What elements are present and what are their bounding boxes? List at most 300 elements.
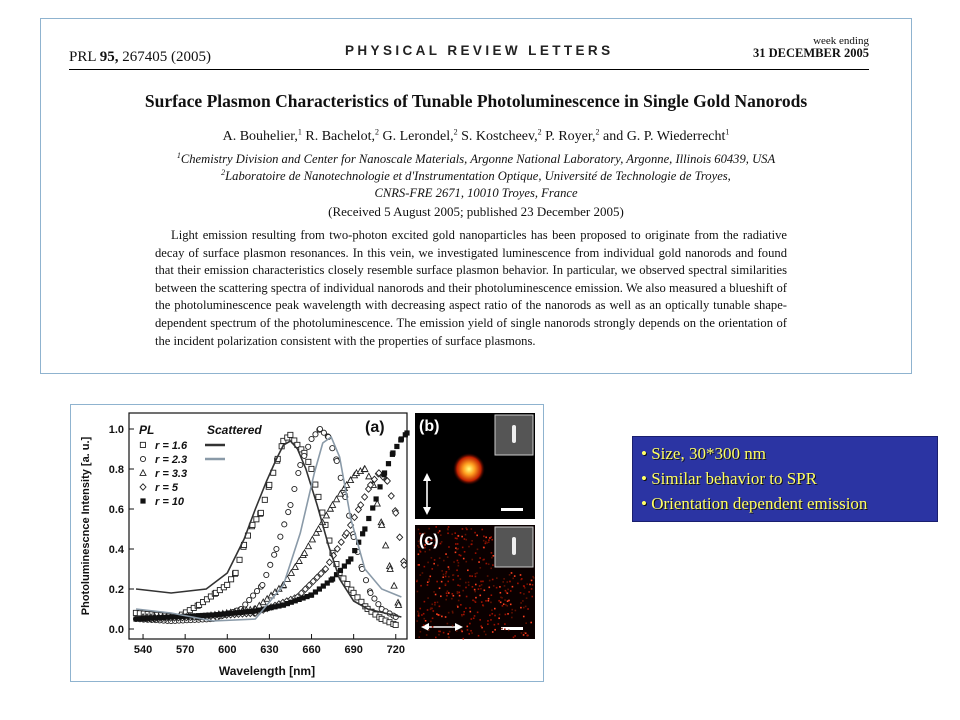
speckle: [461, 631, 463, 633]
speckle: [468, 582, 470, 584]
speckle: [452, 612, 454, 614]
bullet-item: • Size, 30*300 nm: [641, 444, 766, 463]
speckle: [483, 536, 485, 538]
speckle: [490, 568, 492, 570]
speckle: [475, 552, 477, 554]
speckle: [465, 534, 467, 536]
figure-svg: [71, 405, 544, 682]
data-point: [247, 597, 252, 602]
speckle: [423, 613, 425, 615]
data-point: [363, 578, 368, 583]
speckle: [483, 547, 485, 549]
speckle: [527, 608, 529, 610]
speckle: [501, 628, 503, 630]
speckle: [438, 614, 440, 616]
speckle: [491, 539, 493, 541]
speckle: [488, 541, 490, 543]
speckle: [491, 552, 493, 554]
legend-label: r = 2.3: [155, 454, 188, 466]
speckle: [435, 637, 437, 639]
affiliations: [41, 151, 911, 202]
speckle: [493, 555, 495, 557]
speckle: [435, 594, 437, 596]
affil-mark: 1: [176, 150, 181, 160]
speckle: [432, 610, 434, 612]
speckle: [504, 628, 506, 630]
speckle: [489, 615, 491, 617]
speckle: [507, 600, 509, 602]
speckle: [490, 619, 492, 621]
speckle: [429, 549, 431, 551]
data-point: [313, 432, 318, 437]
speckle: [440, 595, 442, 597]
data-point: [140, 442, 145, 447]
speckle: [475, 597, 477, 599]
speckle: [520, 607, 522, 609]
speckle: [504, 599, 506, 601]
speckle: [452, 579, 454, 581]
speckle: [436, 581, 438, 583]
speckle: [451, 598, 453, 600]
data-point: [292, 486, 297, 491]
speckle: [429, 576, 431, 578]
speckle: [448, 526, 450, 528]
data-point: [368, 590, 373, 595]
speckle: [509, 574, 511, 576]
journal-masthead: [69, 29, 869, 70]
speckle: [511, 609, 513, 611]
speckle: [478, 635, 480, 637]
data-point: [268, 562, 273, 567]
speckle: [422, 572, 424, 574]
speckle: [446, 592, 448, 594]
speckle: [510, 604, 512, 606]
data-point: [370, 505, 375, 510]
data-point: [262, 497, 267, 502]
data-point: [376, 602, 381, 607]
speckle: [470, 611, 472, 613]
speckle: [455, 543, 457, 545]
week-ending-label: week ending: [813, 35, 869, 47]
speckle: [434, 602, 436, 604]
speckle: [440, 543, 442, 545]
panel-b-label: (b): [419, 418, 440, 435]
speckle: [465, 539, 467, 541]
data-point: [316, 494, 321, 499]
data-point: [302, 453, 307, 458]
x-tick-label: 720: [386, 644, 405, 656]
speckle: [443, 560, 445, 562]
speckle: [485, 600, 487, 602]
speckle: [488, 587, 490, 589]
speckle: [420, 631, 422, 633]
speckle: [465, 582, 467, 584]
speckle: [492, 564, 494, 566]
data-point: [296, 470, 301, 475]
speckle: [484, 589, 486, 591]
speckle: [467, 569, 469, 571]
speckle: [523, 634, 525, 636]
speckle: [448, 612, 450, 614]
speckle: [462, 547, 464, 549]
speckle: [474, 532, 476, 534]
data-point: [309, 436, 314, 441]
speckle: [418, 636, 420, 638]
speckle: [483, 540, 485, 542]
speckle: [439, 587, 441, 589]
speckle: [428, 629, 430, 631]
speckle: [439, 530, 441, 532]
speckle: [445, 583, 447, 585]
data-point: [233, 570, 238, 575]
speckle: [531, 596, 533, 598]
data-point: [298, 462, 303, 467]
speckle: [461, 536, 463, 538]
speckle: [451, 533, 453, 535]
issue-date-block: [753, 35, 869, 59]
data-point: [272, 552, 277, 557]
speckle: [481, 529, 483, 531]
speckle: [471, 575, 473, 577]
speckle: [479, 557, 481, 559]
speckle: [448, 568, 450, 570]
speckle: [439, 557, 441, 559]
speckle: [462, 638, 464, 640]
author-affil-mark: 2: [453, 127, 458, 137]
speckle: [455, 537, 457, 539]
speckle: [487, 623, 489, 625]
speckle: [505, 604, 507, 606]
data-point: [288, 502, 293, 507]
speckle: [502, 581, 504, 583]
speckle: [524, 587, 526, 589]
speckle: [428, 580, 430, 582]
speckle: [479, 595, 481, 597]
speckle: [457, 606, 459, 608]
speckle: [507, 589, 509, 591]
speckle: [481, 627, 483, 629]
speckle: [496, 577, 498, 579]
speckle: [504, 623, 506, 625]
speckle: [521, 578, 523, 580]
data-point: [313, 482, 318, 487]
speckle: [494, 615, 496, 617]
speckle: [458, 565, 460, 567]
speckle: [486, 542, 488, 544]
speckle: [458, 600, 460, 602]
author-affil-mark: 2: [537, 127, 542, 137]
speckle: [435, 526, 437, 528]
speckle: [465, 561, 467, 563]
author-list: [41, 129, 911, 145]
figure-panel: [70, 404, 544, 682]
speckle: [456, 630, 458, 632]
speckle: [494, 629, 496, 631]
data-point: [229, 577, 234, 582]
speckle: [445, 616, 447, 618]
speckle: [492, 631, 494, 633]
journal-name: PHYSICAL REVIEW LETTERS: [345, 43, 614, 58]
speckle: [464, 538, 466, 540]
speckle: [448, 566, 450, 568]
speckle: [460, 604, 462, 606]
data-point: [254, 517, 259, 522]
x-tick-label: 600: [218, 644, 237, 656]
speckle: [421, 614, 423, 616]
affil-text: Laboratoire de Nanotechnologie et d'Instrumentation Optique, Université de Technologie de Troyes,: [225, 169, 731, 183]
received-date: (Received 5 August 2005; published 23 December 2005): [328, 204, 624, 219]
speckle: [479, 619, 481, 621]
speckle: [517, 583, 519, 585]
speckle: [482, 604, 484, 606]
affil-text: CNRS-FRE 2671, 10010 Troyes, France: [374, 186, 578, 200]
speckle: [474, 591, 476, 593]
speckle: [506, 581, 508, 583]
speckle: [505, 614, 507, 616]
data-point: [404, 430, 409, 435]
speckle: [426, 634, 428, 636]
data-point: [372, 596, 377, 601]
speckle: [430, 621, 432, 623]
y-tick-label: 0.0: [108, 624, 124, 636]
author-affil-mark: 2: [374, 127, 379, 137]
speckle: [438, 634, 440, 636]
speckle: [508, 630, 510, 632]
speckle: [452, 625, 454, 627]
speckle: [476, 572, 478, 574]
legend-pl-header: PL: [139, 423, 155, 437]
speckle: [445, 599, 447, 601]
speckle: [469, 607, 471, 609]
speckle: [484, 631, 486, 633]
speckle: [526, 597, 528, 599]
speckle: [523, 593, 525, 595]
affiliation-line: [41, 185, 911, 202]
speckle: [525, 622, 527, 624]
data-point: [278, 534, 283, 539]
speckle: [532, 584, 534, 586]
y-tick-label: 0.2: [108, 584, 124, 596]
author: A. Bouhelier,: [222, 129, 298, 144]
speckle: [445, 576, 447, 578]
data-point: [243, 602, 248, 607]
affiliation-line: [41, 168, 911, 185]
speckle: [500, 601, 502, 603]
speckle: [442, 576, 444, 578]
speckle: [512, 578, 514, 580]
speckle: [511, 572, 513, 574]
affil-mark: 2: [221, 167, 226, 177]
data-point: [352, 548, 357, 553]
speckle: [494, 624, 496, 626]
speckle: [424, 551, 426, 553]
speckle: [481, 584, 483, 586]
data-point: [251, 593, 256, 598]
data-point: [394, 444, 399, 449]
legend-label: r = 5: [155, 482, 178, 494]
speckle: [469, 623, 471, 625]
speckle: [478, 561, 480, 563]
data-point: [288, 432, 293, 437]
speckle: [459, 585, 461, 587]
issue-date: 31 DECEMBER 2005: [753, 46, 869, 60]
data-point: [330, 446, 335, 451]
speckle: [488, 600, 490, 602]
author: S. Kostcheev,: [457, 129, 538, 144]
speckle: [478, 588, 480, 590]
speckle: [447, 556, 449, 558]
speckle: [425, 620, 427, 622]
speckle: [428, 578, 430, 580]
speckle: [507, 592, 509, 594]
data-point: [390, 450, 395, 455]
speckle: [491, 594, 493, 596]
speckle: [488, 539, 490, 541]
speckle: [457, 584, 459, 586]
speckle: [458, 592, 460, 594]
y-tick-label: 0.6: [108, 504, 124, 516]
speckle: [520, 592, 522, 594]
speckle: [490, 602, 492, 604]
bullet-item: • Orientation dependent emission: [641, 494, 868, 513]
speckle: [494, 608, 496, 610]
x-tick-label: 660: [302, 644, 321, 656]
speckle: [512, 586, 514, 588]
x-tick-label: 630: [260, 644, 279, 656]
speckle: [428, 528, 430, 530]
speckle: [427, 609, 429, 611]
speckle: [482, 581, 484, 583]
data-point: [274, 546, 279, 551]
speckle: [506, 605, 508, 607]
paper-header-panel: [40, 18, 912, 374]
speckle: [470, 618, 472, 620]
speckle: [446, 595, 448, 597]
speckle: [522, 600, 524, 602]
data-point: [309, 466, 314, 471]
speckle: [447, 581, 449, 583]
speckle: [447, 590, 449, 592]
data-point: [366, 516, 371, 521]
legend-scattered-header: Scattered: [207, 423, 262, 437]
speckle: [470, 630, 472, 632]
speckle: [508, 600, 510, 602]
speckle: [489, 580, 491, 582]
speckle: [431, 568, 433, 570]
speckle: [513, 637, 515, 639]
speckle: [507, 613, 509, 615]
speckle: [447, 528, 449, 530]
speckle: [480, 625, 482, 627]
speckle: [434, 604, 436, 606]
speckle: [456, 538, 458, 540]
journal-article-number: 267405 (2005): [118, 49, 211, 65]
speckle: [472, 599, 474, 601]
speckle: [514, 635, 516, 637]
speckle: [477, 612, 479, 614]
data-point: [286, 509, 291, 514]
speckle: [474, 615, 476, 617]
speckle: [418, 553, 420, 555]
speckle: [471, 632, 473, 634]
speckle: [431, 557, 433, 559]
speckle: [511, 612, 513, 614]
speckle: [529, 584, 531, 586]
speckle: [465, 587, 467, 589]
speckle: [464, 551, 466, 553]
y-tick-label: 0.4: [108, 544, 124, 556]
data-point: [267, 482, 272, 487]
speckle: [523, 616, 525, 618]
data-point: [362, 526, 367, 531]
summary-bullets-box: [632, 436, 938, 522]
speckle: [503, 603, 505, 605]
speckle: [480, 581, 482, 583]
speckle: [432, 617, 434, 619]
speckle: [463, 611, 465, 613]
speckle: [466, 529, 468, 531]
speckle: [453, 595, 455, 597]
speckle: [498, 600, 500, 602]
speckle: [477, 549, 479, 551]
speckle: [423, 625, 425, 627]
speckle: [531, 580, 533, 582]
speckle: [514, 575, 516, 577]
speckle: [443, 632, 445, 634]
speckle: [521, 632, 523, 634]
speckle: [445, 573, 447, 575]
speckle: [523, 585, 525, 587]
data-point: [306, 459, 311, 464]
speckle: [468, 546, 470, 548]
speckle: [427, 597, 429, 599]
data-point: [334, 458, 339, 463]
affil-text: Chemistry Division and Center for Nanoscale Materials, Argonne National Laboratory, Argonne, Illinois 60439, USA: [180, 152, 776, 166]
speckle: [457, 591, 459, 593]
speckle: [457, 543, 459, 545]
data-point: [360, 531, 365, 536]
speckle: [453, 574, 455, 576]
speckle: [468, 633, 470, 635]
speckle: [417, 591, 419, 593]
speckle: [456, 549, 458, 551]
data-point: [341, 576, 346, 581]
panel-a-label: (a): [365, 419, 385, 436]
data-point: [386, 461, 391, 466]
speckle: [475, 601, 477, 603]
speckle: [473, 617, 475, 619]
data-point: [140, 498, 145, 503]
speckle: [500, 597, 502, 599]
speckle: [420, 585, 422, 587]
author: G. Lerondel,: [378, 129, 454, 144]
speckle: [462, 528, 464, 530]
data-point: [254, 588, 259, 593]
speckle: [445, 553, 447, 555]
speckle: [463, 558, 465, 560]
speckle: [436, 613, 438, 615]
speckle: [503, 578, 505, 580]
data-point: [393, 622, 398, 627]
legend-label: r = 10: [155, 496, 185, 508]
speckle: [499, 614, 501, 616]
speckle: [448, 546, 450, 548]
journal-volume: 95,: [99, 49, 119, 65]
speckle: [491, 557, 493, 559]
data-point: [306, 444, 311, 449]
speckle: [448, 576, 450, 578]
speckle: [448, 592, 450, 594]
